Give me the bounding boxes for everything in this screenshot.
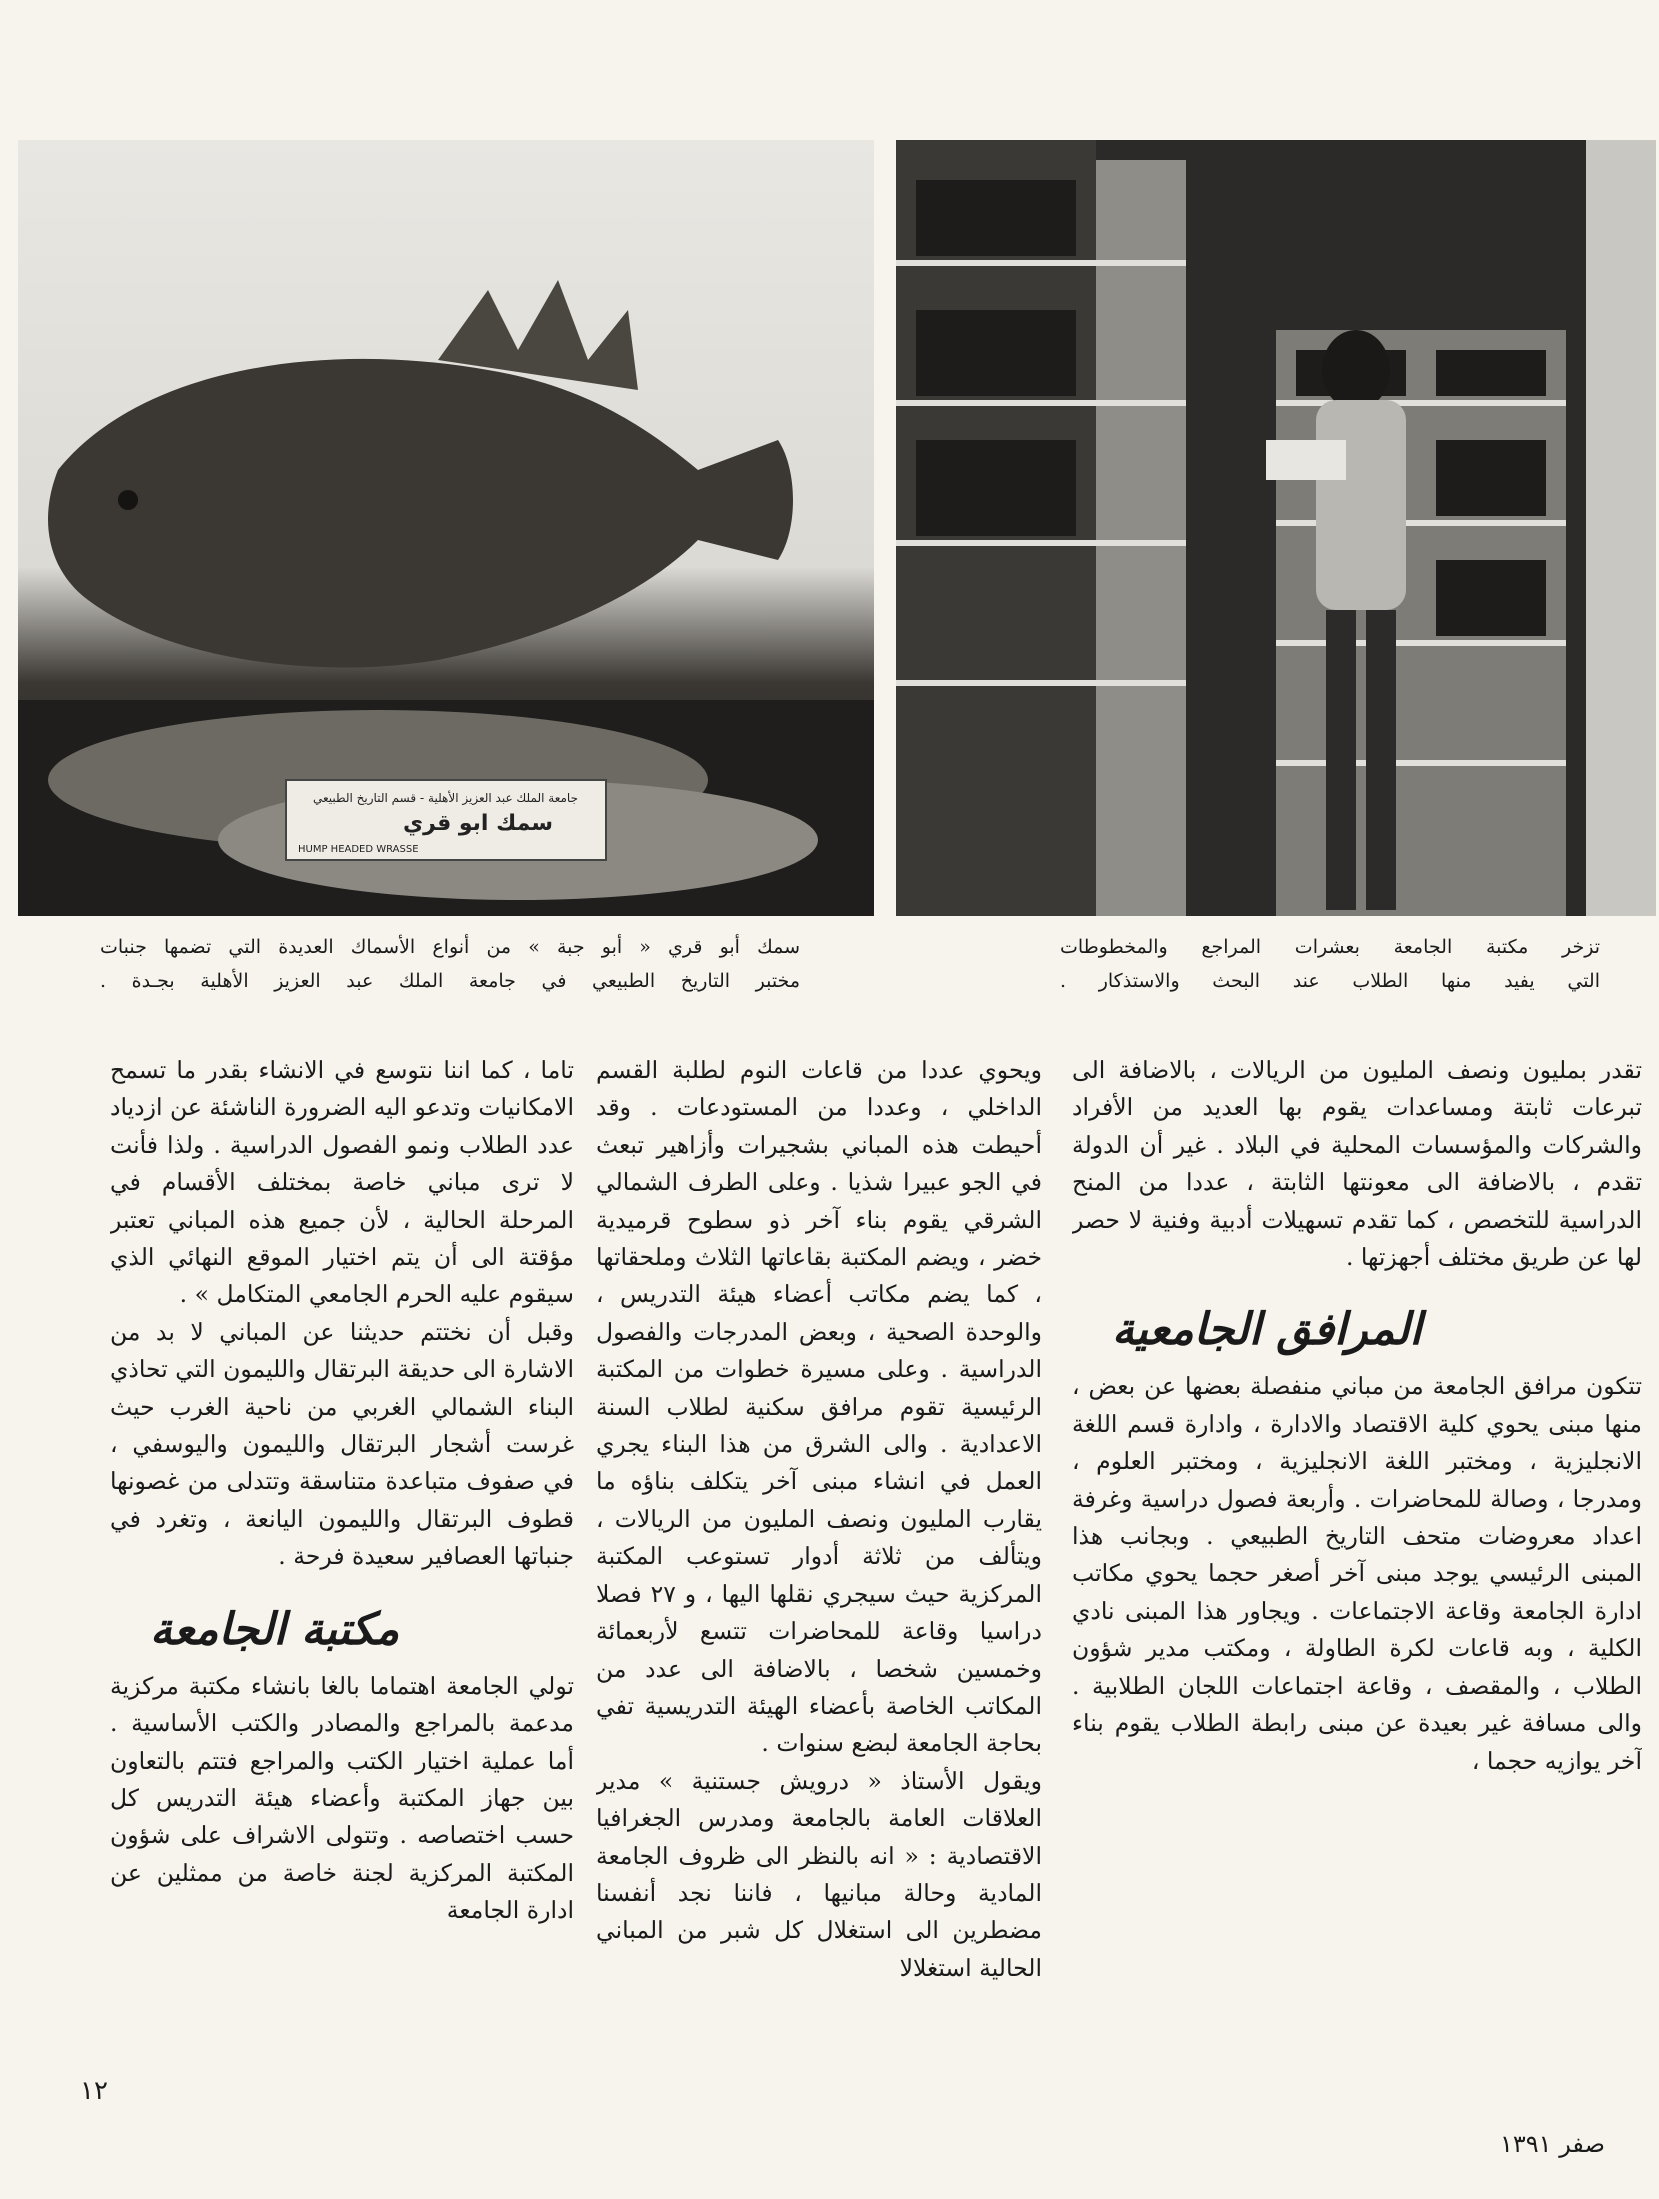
paragraph: تولي الجامعة اهتماما بالغا بانشاء مكتبة مركزية مدعمة بالمراجع والمصادر والكتب الأساسية . أما عملية اختيار الكتب والمراجع فتتم بالتعاون بين جهاز المكتبة وأعضاء هيئة التدريس كل حسب اختصاصه . وتتولى الاشراف على شؤون المكتبة المركزية لجنة خاصة من ممثلين عن ادارة الجامعة [110,1671,574,1925]
article-column-middle [596,1052,1042,2062]
paragraph: تاما ، كما اننا نتوسع في الانشاء بقدر ما تسمح الامكانيات وتدعو اليه الضرورة الناشئة عن ازدياد عدد الطلاب ونمو الفصول الدراسية . ولذا فأنت لا ترى مباني خاصة بمختلف الأقسام في المرحلة الحالية ، لأن جميع هذه المباني تعتبر مؤقتة الى أن يتم اختيار الموقع النهائي الذي سيقوم عليه الحرم الجامعي المتكامل » . [110,1056,574,1309]
fish-photo-caption [100,930,800,1010]
paragraph: ويقول الأستاذ « درويش جستنية » مدير العلاقات العامة بالجامعة ومدرس الجغرافيا الاقتصادية : « انه بالنظر الى ظروف الجامعة المادية وحالة مبانيها ، فاننا نجد أنفسنا مضطرين الى استغلال كل شبر من المباني الحالية استغلالا [596,1766,1042,1982]
paragraph: تتكون مرافق الجامعة من مباني منفصلة بعضها عن بعض ، منها مبنى يحوي كلية الاقتصاد والادارة ، وادارة قسم اللغة الانجليزية ، ومختبر اللغة الانجليزية ، ومختبر العلوم ، ومدرجا ، وصالة للمحاضرات . وأربعة فصول دراسية وغرفة اعداد معروضات متحف التاريخ الطبيعي . وبجانب هذا المبنى الرئيسي يوجد مبنى آخر أصغر حجما يحوي مكاتب ادارة الجامعة وقاعة الاجتماعات . ويجاور هذا المبنى نادي الكلية ، وبه قاعات لكرة الطاولة ، ومكتب مدير شؤون الطلاب ، والمقصف ، وقاعة اجتماعات اللجان الطلابية . والى مسافة غير بعيدة عن مبنى رابطة الطلاب يقوم بناء آخر يوازيه حجما ، [1072,1372,1642,1775]
article-column-left [110,1052,574,2062]
section-heading-library: مكتبة الجامعة [150,1603,400,1655]
library-photo [896,140,1656,916]
article-column-right [1072,1052,1642,2062]
fish-sign-label: HUMP HEADED WRASSE [298,844,419,855]
section-heading-facilities: المرافق الجامعية [1112,1304,1422,1356]
caption-line: مختبر التاريخ الطبيعي في جامعة الملك عبد العزيز الأهلية بجـدة . [100,970,800,992]
fish-illustration [18,140,874,916]
caption-line: تزخر مكتبة الجامعة بعشرات المراجع والمخطوطات [1060,936,1600,958]
paragraph: ويحوي عددا من قاعات النوم لطلبة القسم الداخلي ، وعددا من المستودعات . وقد أحيطت هذه المباني بشجيرات وأزاهير تبعث في الجو عبيرا شذيا . وعلى الطرف الشمالي الشرقي يقوم بناء آخر ذو سطوح قرميدية خضر ، ويضم المكتبة بقاعاتها الثلاث وملحقاتها ، كما يضم مكاتب أعضاء هيئة التدريس ، والوحدة الصحية ، وبعض المدرجات والفصول الدراسية . وعلى مسيرة خطوات من المكتبة الرئيسية تقوم مرافق سكنية لطلاب السنة الاعدادية . والى الشرق من هذا البناء يجري العمل في انشاء مبنى آخر يتكلف بناؤه ما يقارب المليون ونصف المليون من الريالات ، ويتألف من ثلاثة أدوار تستوعب المكتبة المركزية حيث سيجري نقلها اليها ، و ٢٧ فصلا دراسيا وقاعة للمحاضرات تتسع لأربعمائة وخمسين شخصا ، بالاضافة الى عدد من المكاتب الخاصة بأعضاء الهيئة التدريسية تفي بحاجة الجامعة لبضع سنوات . [596,1056,1042,1758]
fish-specimen-photo [18,140,874,916]
page-number: ١٢ [80,2076,108,2106]
paragraph: وقبل أن نختتم حديثنا عن المباني لا بد من الاشارة الى حديقة البرتقال والليمون التي تحاذي البناء الشمالي الغربي من ناحية الغرب حيث غرست أشجار البرتقال والليمون واليوسفي ، في صفوف متباعدة متناسقة وتتدلى من غصونها قطوف البرتقال والليمون اليانعة ، وتغرد في جنباتها العصافير سعيدة فرحة . [110,1317,574,1571]
fish-sign-arabic: سمك ابو قري [402,811,554,836]
library-photo-caption [1060,930,1600,1010]
issue-date: صفر ١٣٩١ [1500,2130,1605,2158]
paragraph: تقدر بمليون ونصف المليون من الريالات ، بالاضافة الى تبرعات ثابتة ومساعدات يقوم بها العديد من الأفراد والشركات والمؤسسات المحلية في البلاد . غير أن الدولة تقدم ، بالاضافة الى معونتها الثابتة ، عددا من المنح الدراسية للتخصص ، كما تقدم تسهيلات أدبية وفنية لا حصر لها عن طريق مختلف أجهزتها . [1072,1056,1642,1272]
caption-line: سمك أبو قري « أبو جبة » من أنواع الأسماك العديدة التي تضمها جنبات [100,936,800,958]
caption-line: التي يفيد منها الطلاب عند البحث والاستذكار . [1060,970,1600,992]
fish-sign-institution: جامعة الملك عبد العزيز الأهلية - قسم التاريخ الطبيعي [312,791,578,805]
library-illustration [896,140,1656,916]
